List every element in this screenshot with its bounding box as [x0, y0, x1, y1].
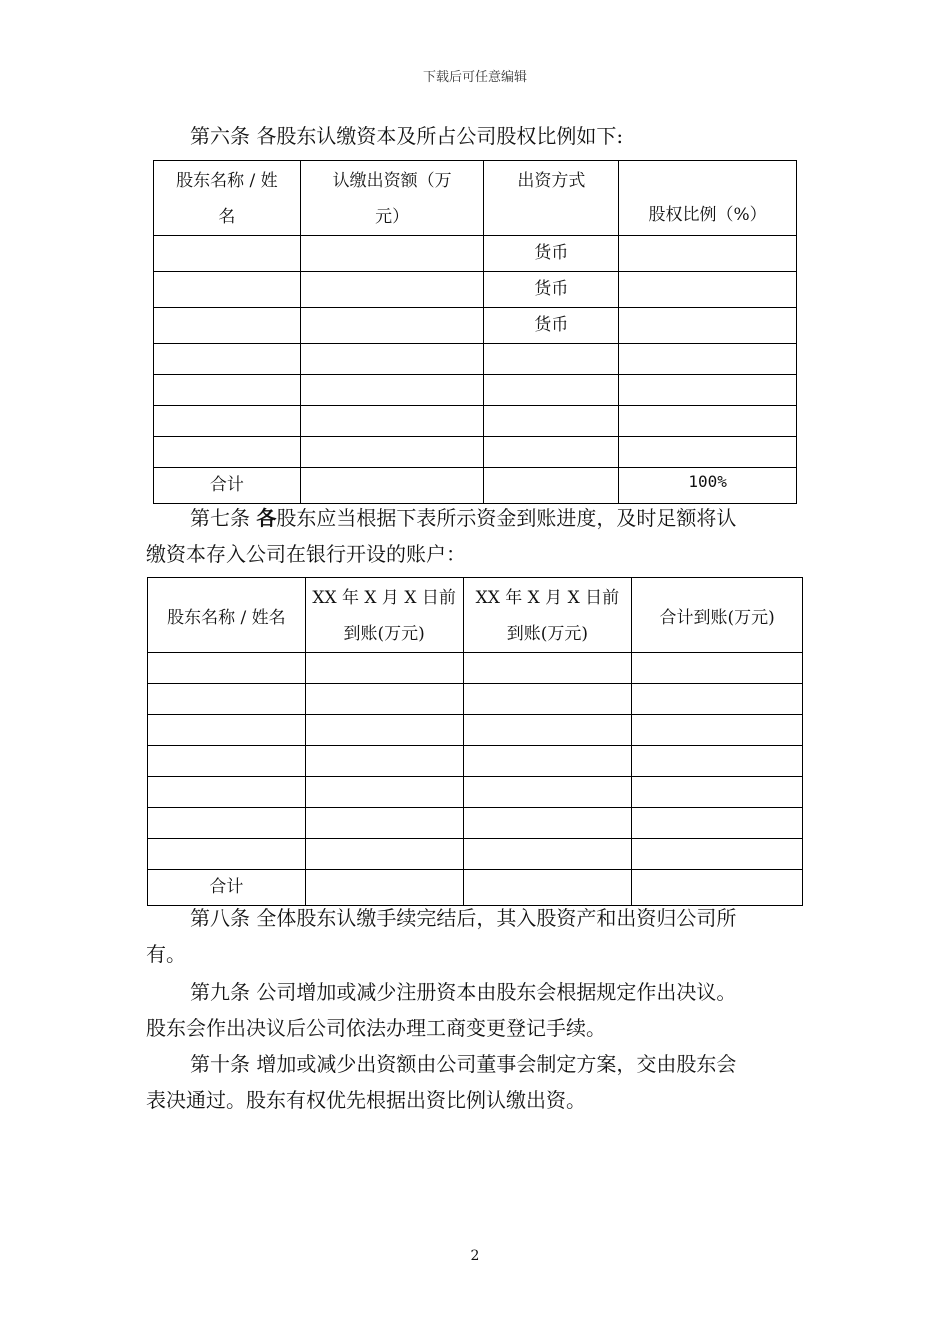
- capital-subscription-table: [153, 160, 797, 504]
- article-6-text: 第六条 各股东认缴资本及所占公司股权比例如下:: [190, 124, 624, 148]
- table-cell: [305, 839, 463, 870]
- table-row: [148, 715, 803, 746]
- table-cell: [632, 777, 803, 808]
- table-row: [154, 406, 797, 437]
- table-cell: [154, 272, 301, 308]
- table-cell: [300, 375, 484, 406]
- table-cell: [148, 715, 306, 746]
- table-row: [154, 236, 797, 272]
- table-cell: [632, 746, 803, 777]
- total-label: 合计: [148, 870, 306, 906]
- table-cell: [154, 375, 301, 406]
- table-row: [148, 653, 803, 684]
- table-cell: [484, 344, 619, 375]
- header-equity-ratio: [619, 161, 797, 236]
- table-row: [148, 777, 803, 808]
- header-contribution-method: [484, 161, 619, 236]
- article-10-line-1: 第十条 增加或减少出资额由公司董事会制定方案，交由股东会: [190, 1052, 737, 1076]
- table-row: [148, 684, 803, 715]
- table-cell: [632, 808, 803, 839]
- header-text: 名: [218, 207, 236, 227]
- table-row: [154, 272, 797, 308]
- article-7-prefix: 第七条: [190, 506, 257, 530]
- article-8-line-1: 第八条 全体股东认缴手续完结后，其入股资产和出资归公司所: [190, 906, 737, 930]
- funding-schedule-table: [147, 577, 803, 906]
- total-method: [484, 468, 619, 504]
- table-cell: [148, 808, 306, 839]
- table-cell: [305, 715, 463, 746]
- table-header-row: [154, 161, 797, 236]
- table-header-row: [148, 578, 803, 653]
- table-cell: [305, 808, 463, 839]
- table-cell: [305, 746, 463, 777]
- table-cell: [148, 777, 306, 808]
- table-cell: [619, 308, 797, 344]
- table-cell: [463, 808, 632, 839]
- header-shareholder-name: [154, 161, 301, 236]
- header-subscribed-amount: [300, 161, 484, 236]
- article-8-line-2: 有。: [146, 942, 186, 966]
- header-text: 股权比例（%）: [648, 205, 767, 225]
- header-deadline-2: [463, 578, 632, 653]
- header-text: 认缴出资额（万: [332, 171, 452, 191]
- table-cell: [463, 746, 632, 777]
- table-cell: [619, 344, 797, 375]
- table-cell: 货币: [484, 272, 619, 308]
- total-ratio: 100%: [619, 468, 797, 504]
- table-row: [154, 344, 797, 375]
- table-cell: [300, 272, 484, 308]
- header-shareholder-name: 股东名称 / 姓名: [148, 578, 306, 653]
- table-cell: [148, 839, 306, 870]
- table-cell: [300, 406, 484, 437]
- header-deadline-1: [305, 578, 463, 653]
- table-cell: [463, 684, 632, 715]
- table-row: [154, 375, 797, 406]
- table-cell: [619, 375, 797, 406]
- table-cell: [632, 684, 803, 715]
- article-7-line-2: 缴资本存入公司在银行开设的账户：: [146, 542, 466, 566]
- total-amount: [300, 468, 484, 504]
- table-cell: 货币: [484, 236, 619, 272]
- article-6: [146, 118, 806, 154]
- header-text: XX 年 X 月 X 日前: [475, 588, 620, 608]
- table-cell: [463, 839, 632, 870]
- table-cell: [619, 236, 797, 272]
- table-cell: [148, 746, 306, 777]
- table-cell: [154, 344, 301, 375]
- article-9: [146, 974, 806, 1046]
- header-text: 出资方式: [517, 171, 586, 191]
- table-cell: [305, 777, 463, 808]
- article-8: [146, 900, 806, 972]
- table-cell: [632, 715, 803, 746]
- table-cell: [463, 653, 632, 684]
- table-row: [148, 746, 803, 777]
- table-cell: [305, 684, 463, 715]
- table-cell: [300, 236, 484, 272]
- header-text: 元）: [375, 207, 410, 227]
- table-cell: [154, 308, 301, 344]
- table-cell: [300, 437, 484, 468]
- table-row: [154, 308, 797, 344]
- article-7-line-1: [146, 500, 806, 536]
- table-cell: [484, 437, 619, 468]
- page-number: 2: [470, 1248, 480, 1264]
- table-row: [154, 437, 797, 468]
- table-cell: [148, 653, 306, 684]
- table-cell: [463, 715, 632, 746]
- table-cell: [632, 653, 803, 684]
- article-7-bold: 各: [256, 506, 277, 530]
- article-10-line-2: 表决通过。股东有权优先根据出资比例认缴出资。: [146, 1088, 586, 1112]
- table-cell: [305, 653, 463, 684]
- article-7-rest: 股东应当根据下表所示资金到账进度，及时足额将认: [276, 506, 737, 530]
- table-cell: [154, 437, 301, 468]
- table-cell: [619, 437, 797, 468]
- header-text: 股东名称 / 姓: [176, 171, 278, 191]
- article-7: [146, 500, 806, 572]
- header-total-received: 合计到账(万元): [632, 578, 803, 653]
- table-cell: [463, 777, 632, 808]
- article-10: [146, 1046, 806, 1118]
- table-cell: [484, 406, 619, 437]
- table-cell: [300, 344, 484, 375]
- table-cell: [619, 406, 797, 437]
- header-text: 到账(万元): [506, 624, 588, 644]
- table-cell: [632, 839, 803, 870]
- table-cell: [148, 684, 306, 715]
- total-label: 合计: [154, 468, 301, 504]
- table-row: [148, 808, 803, 839]
- page-header: 下载后可任意编辑: [422, 70, 527, 85]
- header-text: XX 年 X 月 X 日前: [312, 588, 456, 608]
- table-total-row: [154, 468, 797, 504]
- table-cell: [619, 272, 797, 308]
- header-text: 到账(万元): [343, 624, 425, 644]
- table-cell: [484, 375, 619, 406]
- article-9-line-1: 第九条 公司增加或减少注册资本由股东会根据规定作出决议。: [190, 980, 737, 1004]
- table-cell: [154, 406, 301, 437]
- table-cell: 货币: [484, 308, 619, 344]
- article-9-line-2: 股东会作出决议后公司依法办理工商变更登记手续。: [146, 1016, 606, 1040]
- table-row: [148, 839, 803, 870]
- table-cell: [300, 308, 484, 344]
- table-cell: [154, 236, 301, 272]
